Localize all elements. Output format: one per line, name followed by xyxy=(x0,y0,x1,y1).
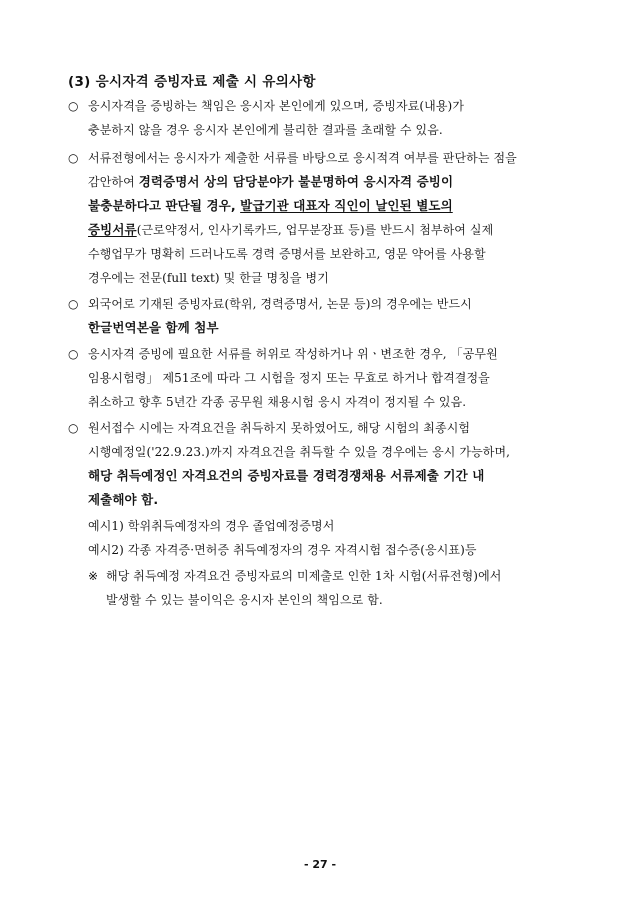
item-2-bold-text: 불충분하다고 판단될 경우, xyxy=(88,198,241,213)
item-5-line-1: 원서접수 시에는 자격요건을 취득하지 못하였어도, 해당 시험의 최종시험 xyxy=(88,421,471,435)
note-icon: ※ xyxy=(88,569,99,583)
item-2-line-3 xyxy=(88,196,453,216)
item-5-line-3: 해당 취득예정인 자격요건의 증빙자료를 경력경쟁채용 서류제출 기간 내 xyxy=(88,468,485,483)
page-number: - 27 - xyxy=(303,858,337,871)
item-5-line-2: 시행예정일('22.9.23.)까지 자격요건을 취득할 수 있을 경우에는 응시 가능하며, xyxy=(88,445,511,459)
note-line-1: 해당 취득예정 자격요건 증빙자료의 미제출로 인한 1차 시험(서류전형)에서 xyxy=(106,569,502,583)
item-2-line-1: 서류전형에서는 응시자가 제출한 서류를 바탕으로 응시적격 여부를 판단하는 점을 xyxy=(88,151,517,165)
example-2: 예시2) 각종 자격증·면허증 취득예정자의 경우 자격시험 접수증(응시표)등 xyxy=(88,543,477,557)
item-2-text: 감안하여 xyxy=(88,175,139,189)
example-1: 예시1) 학위취득예정자의 경우 졸업예정증명서 xyxy=(88,519,335,533)
item-2-line-2 xyxy=(88,172,453,192)
item-2-text: (근로약정서, 인사기록카드, 업무분장표 등)를 반드시 첨부하여 실제 xyxy=(136,223,494,237)
item-3-line-2: 한글번역본을 함께 첨부 xyxy=(88,320,219,335)
item-4-line-1: 응시자격 증빙에 필요한 서류를 허위로 작성하거나 위ㆍ변조한 경우, 「공무원 xyxy=(88,347,498,361)
bullet-icon: ○ xyxy=(68,151,79,165)
bullet-icon: ○ xyxy=(68,297,79,311)
item-4-line-2: 임용시험령」 제51조에 따라 그 시험을 정지 또는 무효로 하거나 합격결정을 xyxy=(88,371,490,385)
item-2-bold-underlined-text: 증빙서류 xyxy=(88,222,137,237)
item-2-line-5: 수행업무가 명확히 드러나도록 경력 증명서를 보완하고, 영문 약어를 사용할 xyxy=(88,247,486,261)
item-2-line-6: 경우에는 전문(full text) 및 한글 명칭을 병기 xyxy=(88,271,329,285)
note-line-2: 발생할 수 있는 불이익은 응시자 본인의 책임으로 함. xyxy=(106,593,383,607)
item-2-bold-text: 경력증명서 상의 담당분야가 불분명하여 응시자격 증빙이 xyxy=(138,174,454,189)
bullet-icon: ○ xyxy=(68,347,79,361)
item-5-line-4: 제출해야 함. xyxy=(88,492,159,507)
item-2-line-4 xyxy=(88,220,493,240)
item-3-line-1: 외국어로 기재된 증빙자료(학위, 경력증명서, 논문 등)의 경우에는 반드시 xyxy=(88,297,472,311)
section-heading: (3) 응시자격 증빙자료 제출 시 유의사항 xyxy=(68,74,316,90)
item-2-bold-underlined-text: 발급기관 대표자 직인이 날인된 별도의 xyxy=(240,198,453,213)
item-1-line-2: 충분하지 않을 경우 응시자 본인에게 불리한 결과를 초래할 수 있음. xyxy=(88,123,443,137)
item-4-line-3: 취소하고 향후 5년간 각종 공무원 채용시험 응시 자격이 정지될 수 있음. xyxy=(88,395,467,409)
bullet-icon: ○ xyxy=(68,99,79,113)
item-1-line-1: 응시자격을 증빙하는 책임은 응시자 본인에게 있으며, 증빙자료(내용)가 xyxy=(88,99,465,113)
bullet-icon: ○ xyxy=(68,421,79,435)
